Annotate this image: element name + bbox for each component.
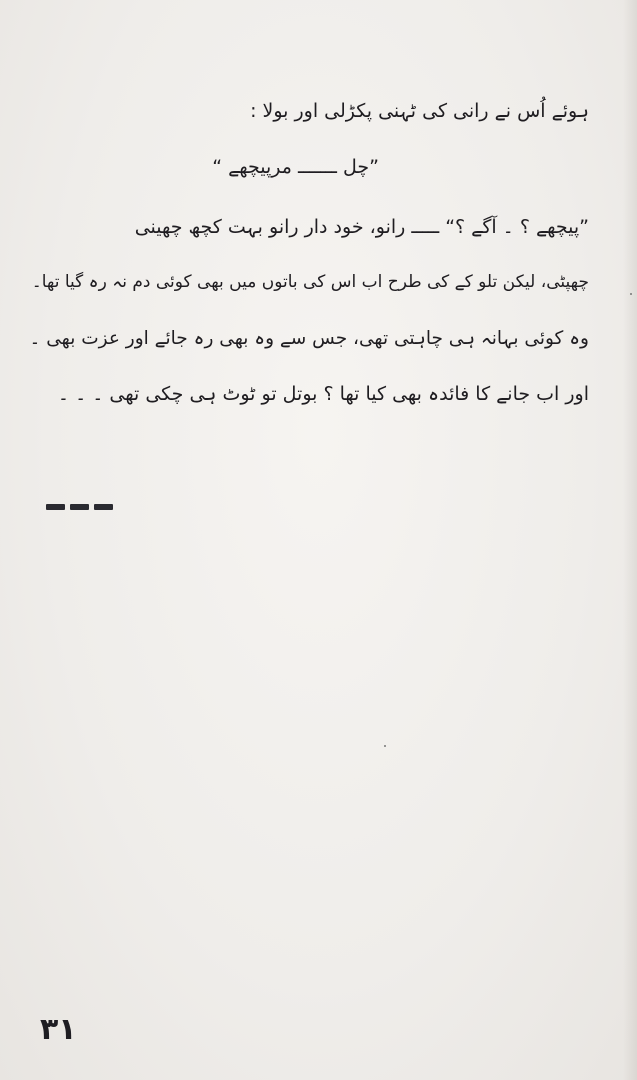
text-line-6: اور اب جانے کا فائدہ بھی کیا تھا ؟ بوتل تو ٹوٹ ہی چکی تھی ۔ ۔ ۔ xyxy=(57,383,589,405)
dash xyxy=(46,504,65,510)
text-line-2: ”چل ـــــــ مرپیچھے “ xyxy=(212,156,379,178)
paper-speck xyxy=(630,293,632,295)
text-line-5: وہ کوئی بہانہ ہی چاہتی تھی، جس سے وہ بھی رہ جائے اور عزت بھی ۔ xyxy=(29,328,589,349)
section-break-dashes xyxy=(46,504,113,510)
paper-speck xyxy=(384,745,386,747)
text-line-1: ہوئے اُس نے رانی کی ٹہنی پکڑلی اور بولا : xyxy=(250,100,589,122)
text-line-3: ”پیچھے ؟ ۔ آگے ؟“ ـــــ رانو، خود دار رانو بہت کچھ چھینی xyxy=(134,216,589,238)
dash xyxy=(94,504,113,510)
text-line-4: چھپٹی، لیکن تلو کے کی طرح اب اس کی باتوں میں بھی کوئی دم نہ رہ گیا تھا۔ xyxy=(31,272,589,292)
dash xyxy=(70,504,89,510)
page-number: ۳۱ xyxy=(40,1012,77,1047)
page-edge-shadow xyxy=(623,0,637,1080)
